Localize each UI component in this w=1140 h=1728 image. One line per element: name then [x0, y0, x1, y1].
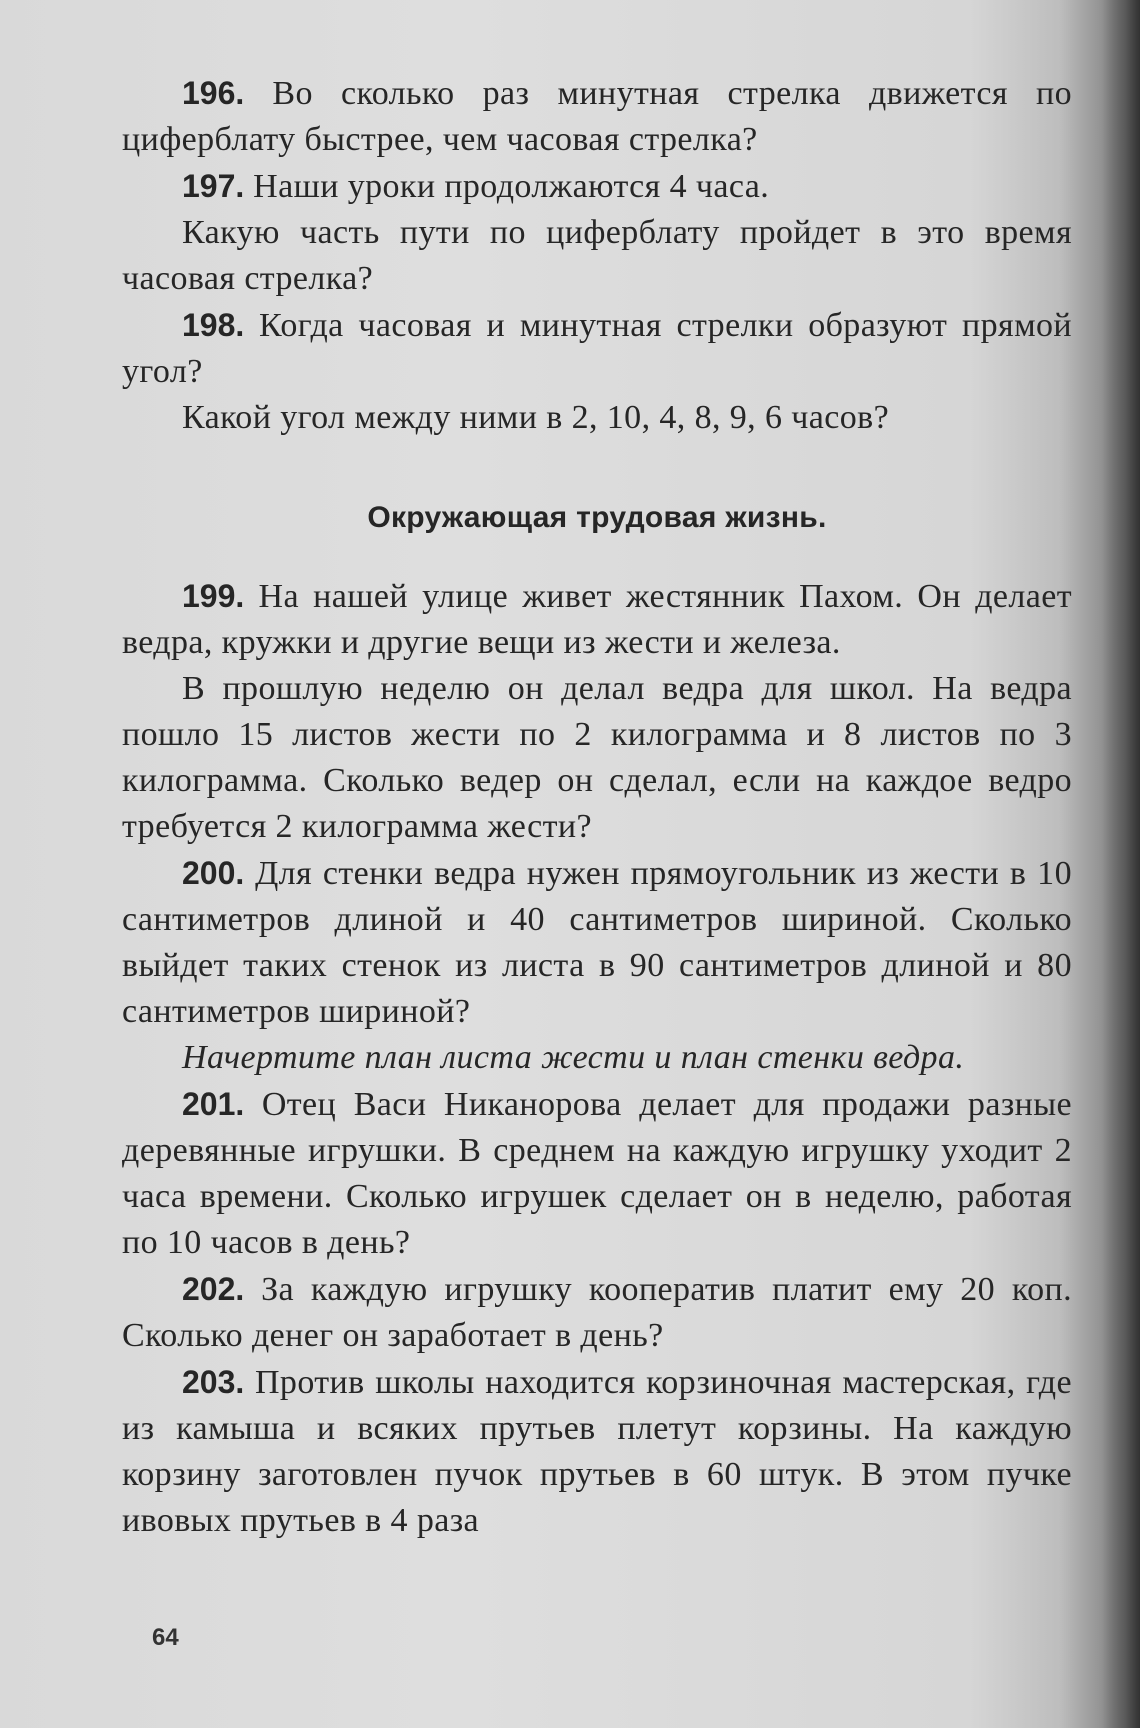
section-heading: Окружающая трудовая жизнь. — [367, 501, 827, 534]
problem-198-continuation: Какой угол между ними в 2, 10, 4, 8, 9, 6 часов? — [182, 399, 890, 436]
problem-text: Во сколько раз минутная стрелка движется по циферблату быстрее, чем часовая стрелка? — [122, 75, 1072, 158]
problem-number: 199. — [182, 578, 245, 614]
page-content — [122, 70, 1072, 1544]
problem-number: 202. — [182, 1271, 245, 1307]
problem-197-continuation: Какую часть пути по циферблату пройдет в это время часовая стрелка? — [122, 214, 1072, 297]
problem-number: 197. — [182, 168, 245, 204]
problem-number: 201. — [182, 1086, 245, 1122]
problem-202 — [122, 1266, 1072, 1359]
problem-200 — [122, 850, 1072, 1035]
problem-199-continuation: В прошлую неделю он делал ведра для школ. На ведра пошло 15 листов жести по 2 килограмма и 8 листов по 3 килограмма. Сколько ведер он сделал, если на каждое ведро требуется 2 килограмма жести? — [122, 670, 1072, 845]
problem-text: Наши уроки продолжаются 4 часа. — [244, 168, 770, 205]
problem-201 — [122, 1081, 1072, 1266]
problem-197 — [122, 163, 1072, 210]
problem-198 — [122, 302, 1072, 395]
problem-text: На нашей улице живет жестянник Пахом. Он делает ведра, кружки и другие вещи из жести и железа. — [122, 578, 1072, 661]
page-spine-shadow — [1102, 0, 1140, 1728]
problem-number: 196. — [182, 75, 245, 111]
problem-text: Для стенки ведра нужен прямоугольник из жести в 10 сантиметров длиной и 40 сантиметров шириной. Сколько выйдет таких стенок из листа в 90 сантиметров длиной и 80 сантиметров шириной? — [122, 855, 1072, 1030]
problem-text: За каждую игрушку кооператив платит ему 20 коп. Сколько денег он заработает в день? — [122, 1271, 1072, 1354]
problem-196 — [122, 70, 1072, 163]
problem-200-instruction: Начертите план листа жести и план стенки ведра. — [182, 1039, 965, 1076]
problem-text: Против школы находится корзиночная мастерская, где из камыша и всяких прутьев плетут корзины. На каждую корзину заготовлен пучок прутьев в 60 штук. В этом пучке ивовых прутьев в 4 раза — [122, 1364, 1072, 1539]
problem-number: 200. — [182, 855, 245, 891]
problem-203 — [122, 1359, 1072, 1544]
problem-number: 203. — [182, 1364, 245, 1400]
problem-text: Отец Васи Никанорова делает для продажи разные деревянные игрушки. В среднем на каждую игрушку уходит 2 часа времени. Сколько игрушек сделает он в неделю, работая по 10 часов в день? — [122, 1086, 1072, 1261]
page-number: 64 — [152, 1624, 179, 1651]
problem-text: Когда часовая и минутная стрелки образуют прямой угол? — [122, 307, 1072, 390]
problem-number: 198. — [182, 307, 245, 343]
problem-199 — [122, 573, 1072, 666]
